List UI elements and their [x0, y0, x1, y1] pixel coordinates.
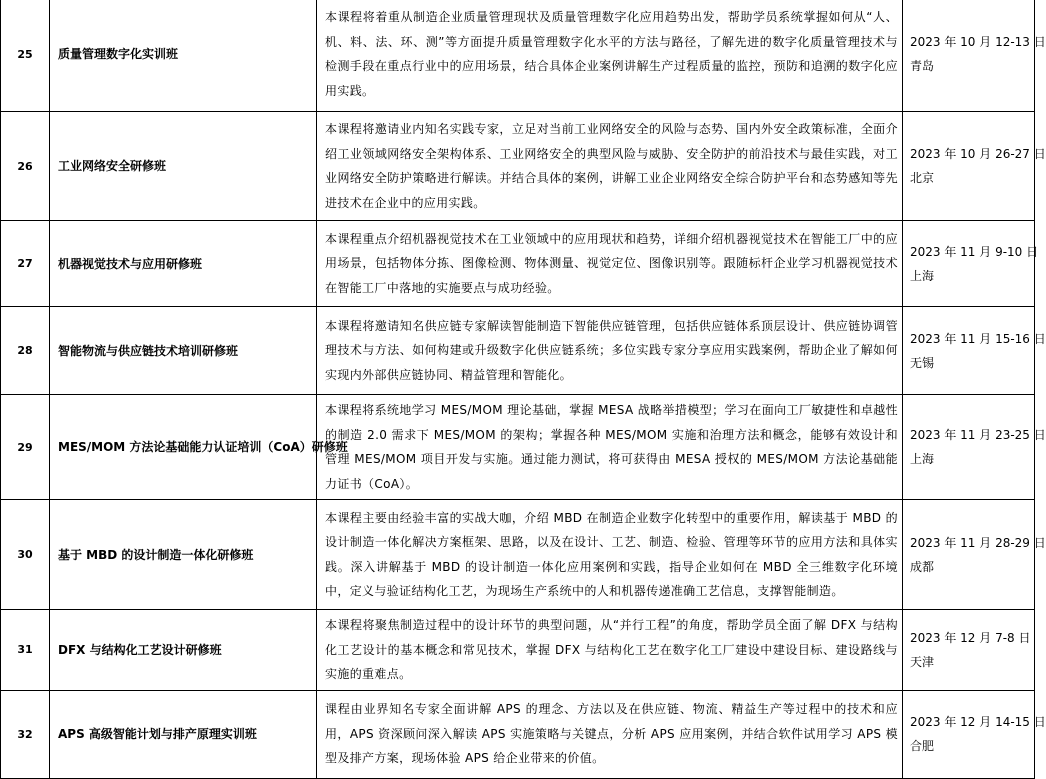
course-name: 机器视觉技术与应用研修班: [50, 221, 317, 307]
course-date: 2023 年 11 月 9-10 日: [910, 244, 1039, 259]
table-row: [1, 500, 1035, 610]
course-name: 智能物流与供应链技术培训研修班: [50, 307, 317, 395]
course-city: 上海: [910, 452, 935, 466]
course-description: 本课程将着重从制造企业质量管理现状及质量管理数字化应用趋势出发，帮助学员系统掌握如何从“人、机、料、法、环、测”等方面提升质量管理数字化水平的方法与路径，了解先进的数字化质量管理技术与检测手段在重点行业中的应用场景，结合具体企业案例讲解生产过程质量的监控，预防和追溯的数字化应用实践。: [317, 0, 903, 112]
course-name: 基于 MBD 的设计制造一体化研修班: [50, 500, 317, 610]
table-row: [1, 610, 1035, 691]
course-description: 本课程主要由经验丰富的实战大咖，介绍 MBD 在制造企业数字化转型中的重要作用，解读基于 MBD 的设计制造一体化解决方案框架、思路，以及在设计、工艺、制造、检验、管理等环节的应用方法和具体实践。深入讲解基于 MBD 的设计制造一体化应用案例和实践，指导企业如何在 MBD 全三维数字化环境中，定义与验证结构化工艺，为现场生产系统中的人和机器传递准确工艺信息，支撑智能制造。: [317, 500, 903, 610]
course-city: 青岛: [910, 59, 935, 73]
table-row: [1, 0, 1035, 112]
course-city: 无锡: [910, 355, 935, 370]
course-description: 本课程将系统地学习 MES/MOM 理论基础，掌握 MESA 战略举措模型；学习在面向工厂敏捷性和卓越性的制造 2.0 需求下 MES/MOM 的架构；掌握各种 MES/MOM 实施和治理方法和概念，能够有效设计和管理 MES/MOM 项目开发与实施。通过能力测试，将可获得由 MESA 授权的 MES/MOM 方法论基础能力证书（CoA）。: [317, 395, 903, 500]
course-number: 27: [1, 221, 50, 307]
table-row: [1, 307, 1035, 395]
course-date: 2023 年 11 月 23-25 日: [910, 428, 1046, 442]
table-row: [1, 112, 1035, 221]
course-date: 2023 年 12 月 7-8 日: [910, 630, 1031, 645]
course-schedule-cell: [903, 500, 1046, 610]
course-description: 本课程将邀请业内知名实践专家，立足对当前工业网络安全的风险与态势、国内外安全政策标准，全面介绍工业领域网络安全架构体系、工业网络安全的典型风险与威胁、安全防护的前沿技术与最佳实践，对工业网络安全防护策略进行解读。并结合具体的案例，讲解工业企业网络安全综合防护平台和态势感知等先进技术在企业中的应用实践。: [317, 112, 903, 221]
course-city: 上海: [910, 268, 935, 283]
course-name: MES/MOM 方法论基础能力认证培训（CoA）研修班: [50, 395, 317, 500]
course-date: 2023 年 12 月 14-15 日: [910, 715, 1046, 729]
course-description: 本课程将邀请知名供应链专家解读智能制造下智能供应链管理，包括供应链体系顶层设计、供应链协调管理技术与方法、如何构建或升级数字化供应链系统；多位实践专家分享应用实践案例，帮助企业了解如何实现内外部供应链协同、精益管理和智能化。: [317, 307, 903, 395]
course-schedule-cell: [903, 221, 1039, 307]
course-city: 天津: [910, 654, 935, 669]
table-row: [1, 221, 1035, 307]
course-number: 30: [1, 500, 50, 610]
course-number: 26: [1, 112, 50, 221]
course-schedule-cell: [903, 112, 1046, 221]
course-schedule-cell: [903, 395, 1046, 500]
course-name: 质量管理数字化实训班: [50, 0, 317, 112]
course-name: DFX 与结构化工艺设计研修班: [50, 610, 317, 691]
course-schedule-cell: [903, 610, 1035, 691]
course-name: 工业网络安全研修班: [50, 112, 317, 221]
course-schedule-cell: [903, 690, 1046, 778]
course-number: 28: [1, 307, 50, 395]
course-schedule-cell: [903, 0, 1046, 112]
course-number: 25: [1, 0, 50, 112]
course-description: 课程由业界知名专家全面讲解 APS 的理念、方法以及在供应链、物流、精益生产等过程中的技术和应用，APS 资深顾问深入解读 APS 实施策略与关键点，分析 APS 应用案例，并结合软件试用学习 APS 模型及排产方案，现场体验 APS 给企业带来的价值。: [317, 690, 903, 778]
table-row: [1, 690, 1035, 778]
course-date: 2023 年 10 月 26-27 日: [910, 147, 1046, 161]
course-date: 2023 年 10 月 12-13 日: [910, 35, 1046, 49]
course-city: 成都: [910, 559, 935, 574]
course-date: 2023 年 11 月 28-29 日: [910, 535, 1046, 550]
table-row: [1, 395, 1035, 500]
course-description: 本课程将聚焦制造过程中的设计环节的典型问题，从“并行工程”的角度，帮助学员全面了解 DFX 与结构化工艺设计的基本概念和常见技术，掌握 DFX 与结构化工艺在数字化工厂建设中建设目标、建设路线与实施的重难点。: [317, 610, 903, 691]
course-number: 31: [1, 610, 50, 691]
course-schedule-cell: [903, 307, 1046, 395]
course-number: 32: [1, 690, 50, 778]
course-city: 合肥: [910, 739, 935, 753]
course-description: 本课程重点介绍机器视觉技术在工业领域中的应用现状和趋势，详细介绍机器视觉技术在智能工厂中的应用场景，包括物体分拣、图像检测、物体测量、视觉定位、图像识别等。跟随标杆企业学习机器视觉技术在智能工厂中落地的实施要点与成功经验。: [317, 221, 903, 307]
course-table-body: [1, 0, 1046, 778]
course-name: APS 高级智能计划与排产原理实训班: [50, 690, 317, 778]
course-date: 2023 年 11 月 15-16 日: [910, 331, 1046, 346]
course-city: 北京: [910, 171, 935, 185]
course-number: 29: [1, 395, 50, 500]
